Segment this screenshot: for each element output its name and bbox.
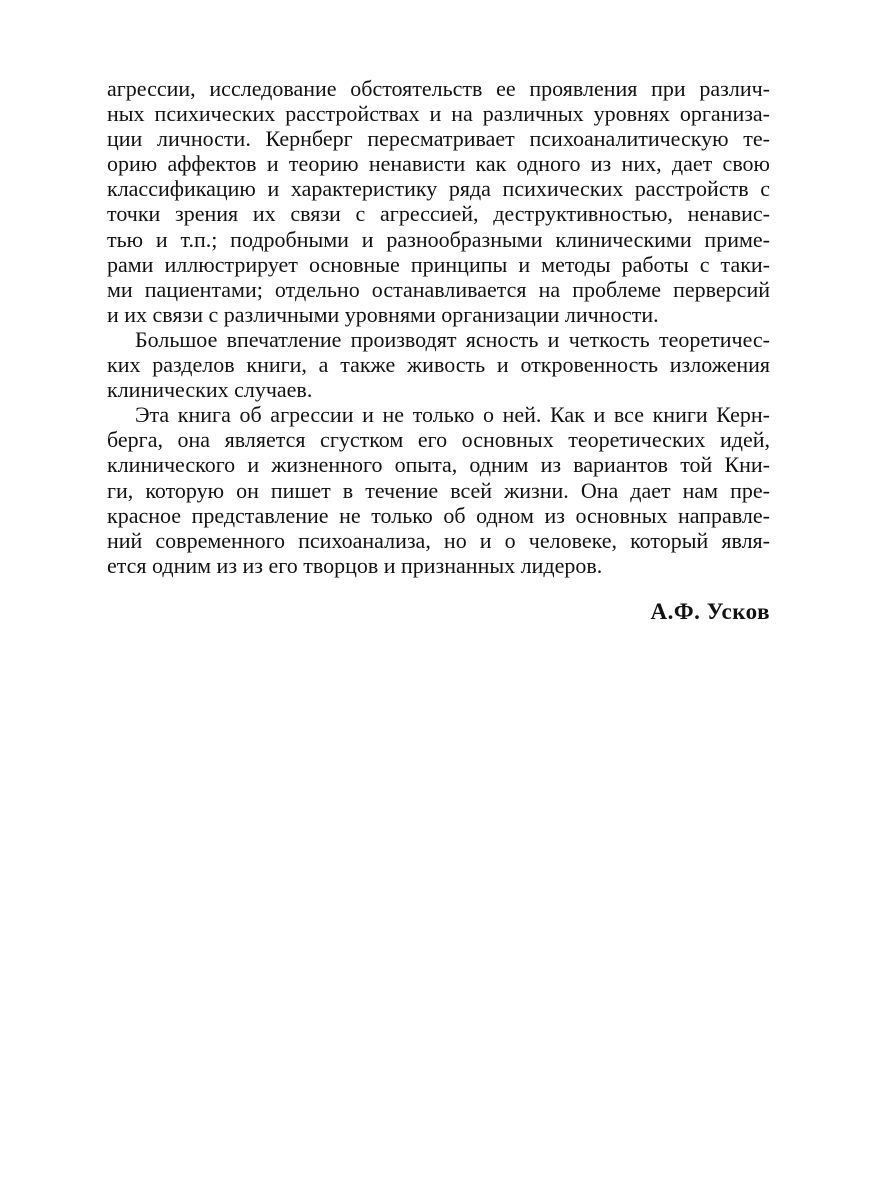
text-line: ний современного психоанализа, но и о человеке, который явля- (107, 527, 770, 553)
text-line: берга, она является сгустком его основных теоретических идей, (107, 427, 770, 453)
text-line: ких разделов книги, а также живость и откровенность изложения (107, 352, 770, 378)
text-line: и их связи с различными уровнями организации личности. (107, 301, 659, 327)
text-line: точки зрения их связи с агрессией, деструктивностью, ненавис- (107, 201, 770, 227)
text-line: ных психических расстройствах и на различных уровнях организа- (107, 101, 770, 127)
signature: А.Ф. Усков (650, 598, 770, 624)
text-line: Большое впечатление производят ясность и четкость теоретичес- (135, 326, 770, 352)
body-text (107, 76, 770, 578)
text-line: ги, которую он пишет в течение всей жизни. Она дает нам пре- (107, 477, 770, 503)
text-line: классификацию и характеристику ряда психических расстройств с (107, 176, 770, 202)
text-line: ции личности. Кернберг пересматривает психоаналитическую те- (107, 126, 770, 152)
text-line: клинического и жизненного опыта, одним из вариантов той Кни- (107, 452, 770, 478)
text-line: рами иллюстрирует основные принципы и методы работы с таки- (107, 251, 770, 277)
text-line: клинических случаев. (107, 377, 313, 403)
text-line: орию аффектов и теорию ненависти как одного из них, дает свою (107, 151, 770, 177)
text-line: тью и т.п.; подробными и разнообразными клиническими приме- (107, 226, 770, 252)
text-line: ми пациентами; отдельно останавливается на проблеме перверсий (107, 276, 770, 302)
text-line: ется одним из из его творцов и признанных лидеров. (107, 552, 603, 578)
text-line: Эта книга об агрессии и не только о ней. Как и все книги Керн- (135, 402, 770, 428)
text-line: красное представление не только об одном из основных направле- (107, 502, 770, 528)
text-line: агрессии, исследование обстоятельств ее проявления при различ- (107, 76, 770, 101)
text-block (107, 76, 770, 624)
